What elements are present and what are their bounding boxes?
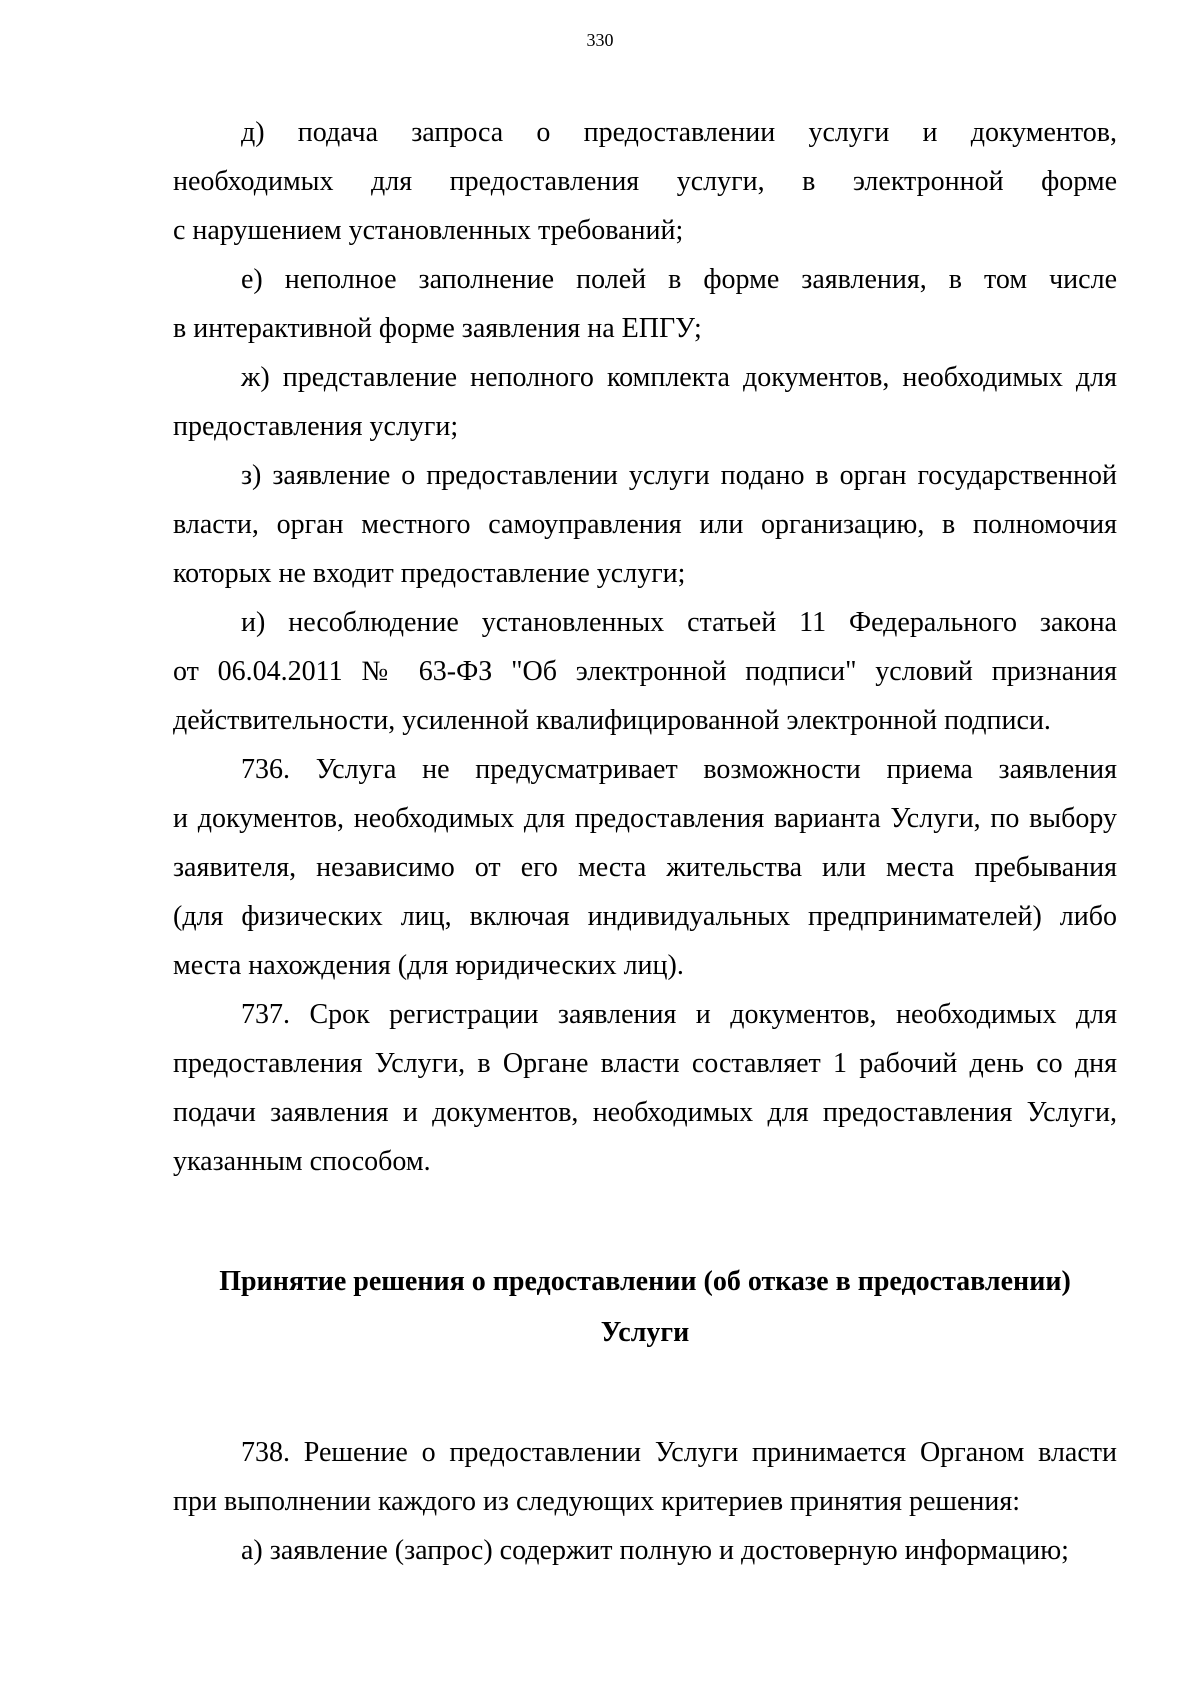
paragraph-zh-line: ж) представление неполного комплекта документов, необходимых для [241, 362, 1117, 393]
paragraph-738-line: 738. Решение о предоставлении Услуги принимается Органом власти [241, 1437, 1117, 1468]
section-heading [173, 1186, 1117, 1428]
paragraph-d-line: необходимых для предоставления услуги, в электронной форме [173, 166, 1117, 197]
paragraph-z-line: власти, орган местного самоуправления или организацию, в полномочия [173, 509, 1117, 540]
page-number: 330 [586, 30, 614, 50]
paragraph-737-line: указанным способом. [173, 1146, 431, 1177]
paragraph-736-line: места нахождения (для юридических лиц). [173, 950, 684, 981]
paragraph-a-line: а) заявление (запрос) содержит полную и достоверную информацию; [241, 1535, 1069, 1566]
paragraph-736-line: (для физических лиц, включая индивидуальных предпринимателей) либо [173, 901, 1117, 932]
paragraph-i-line: от 06.04.2011 № 63-ФЗ "Об электронной подписи" условий признания [173, 656, 1117, 687]
paragraph-e-line: в интерактивной форме заявления на ЕПГУ; [173, 313, 702, 344]
paragraph-736-line: и документов, необходимых для предоставления варианта Услуги, по выбору [173, 803, 1117, 834]
paragraph-zh-line: предоставления услуги; [173, 411, 459, 442]
paragraphs-before-heading [173, 108, 1117, 1186]
paragraph-i-line: действительности, усиленной квалифицированной электронной подписи. [173, 705, 1051, 736]
paragraph-736-line: 736. Услуга не предусматривает возможности приема заявления [241, 754, 1117, 785]
paragraph-738-line: при выполнении каждого из следующих критериев принятия решения: [173, 1486, 1021, 1517]
paragraph-737-line: подачи заявления и документов, необходимых для предоставления Услуги, [173, 1097, 1117, 1128]
paragraph-z-line: которых не входит предоставление услуги; [173, 558, 686, 589]
paragraph-737-line: 737. Срок регистрации заявления и документов, необходимых для [241, 999, 1117, 1030]
paragraph-d-line: д) подача запроса о предоставлении услуги и документов, [241, 117, 1117, 148]
paragraph-i-line: и) несоблюдение установленных статьей 11 Федерального закона [241, 607, 1117, 638]
paragraph-d-line: с нарушением установленных требований; [173, 215, 684, 246]
paragraph-e-line: е) неполное заполнение полей в форме заявления, в том числе [241, 264, 1117, 295]
section-heading-line-1: Принятие решения о предоставлении (об отказе в предоставлении) [219, 1266, 1071, 1297]
paragraphs-after-heading [173, 1428, 1117, 1575]
document-body [173, 108, 1117, 1575]
paragraph-736-line: заявителя, независимо от его места жительства или места пребывания [173, 852, 1117, 883]
paragraph-z-line: з) заявление о предоставлении услуги подано в орган государственной [241, 460, 1117, 491]
section-heading-line-2: Услуги [600, 1317, 690, 1348]
paragraph-737-line: предоставления Услуги, в Органе власти составляет 1 рабочий день со дня [173, 1048, 1117, 1079]
